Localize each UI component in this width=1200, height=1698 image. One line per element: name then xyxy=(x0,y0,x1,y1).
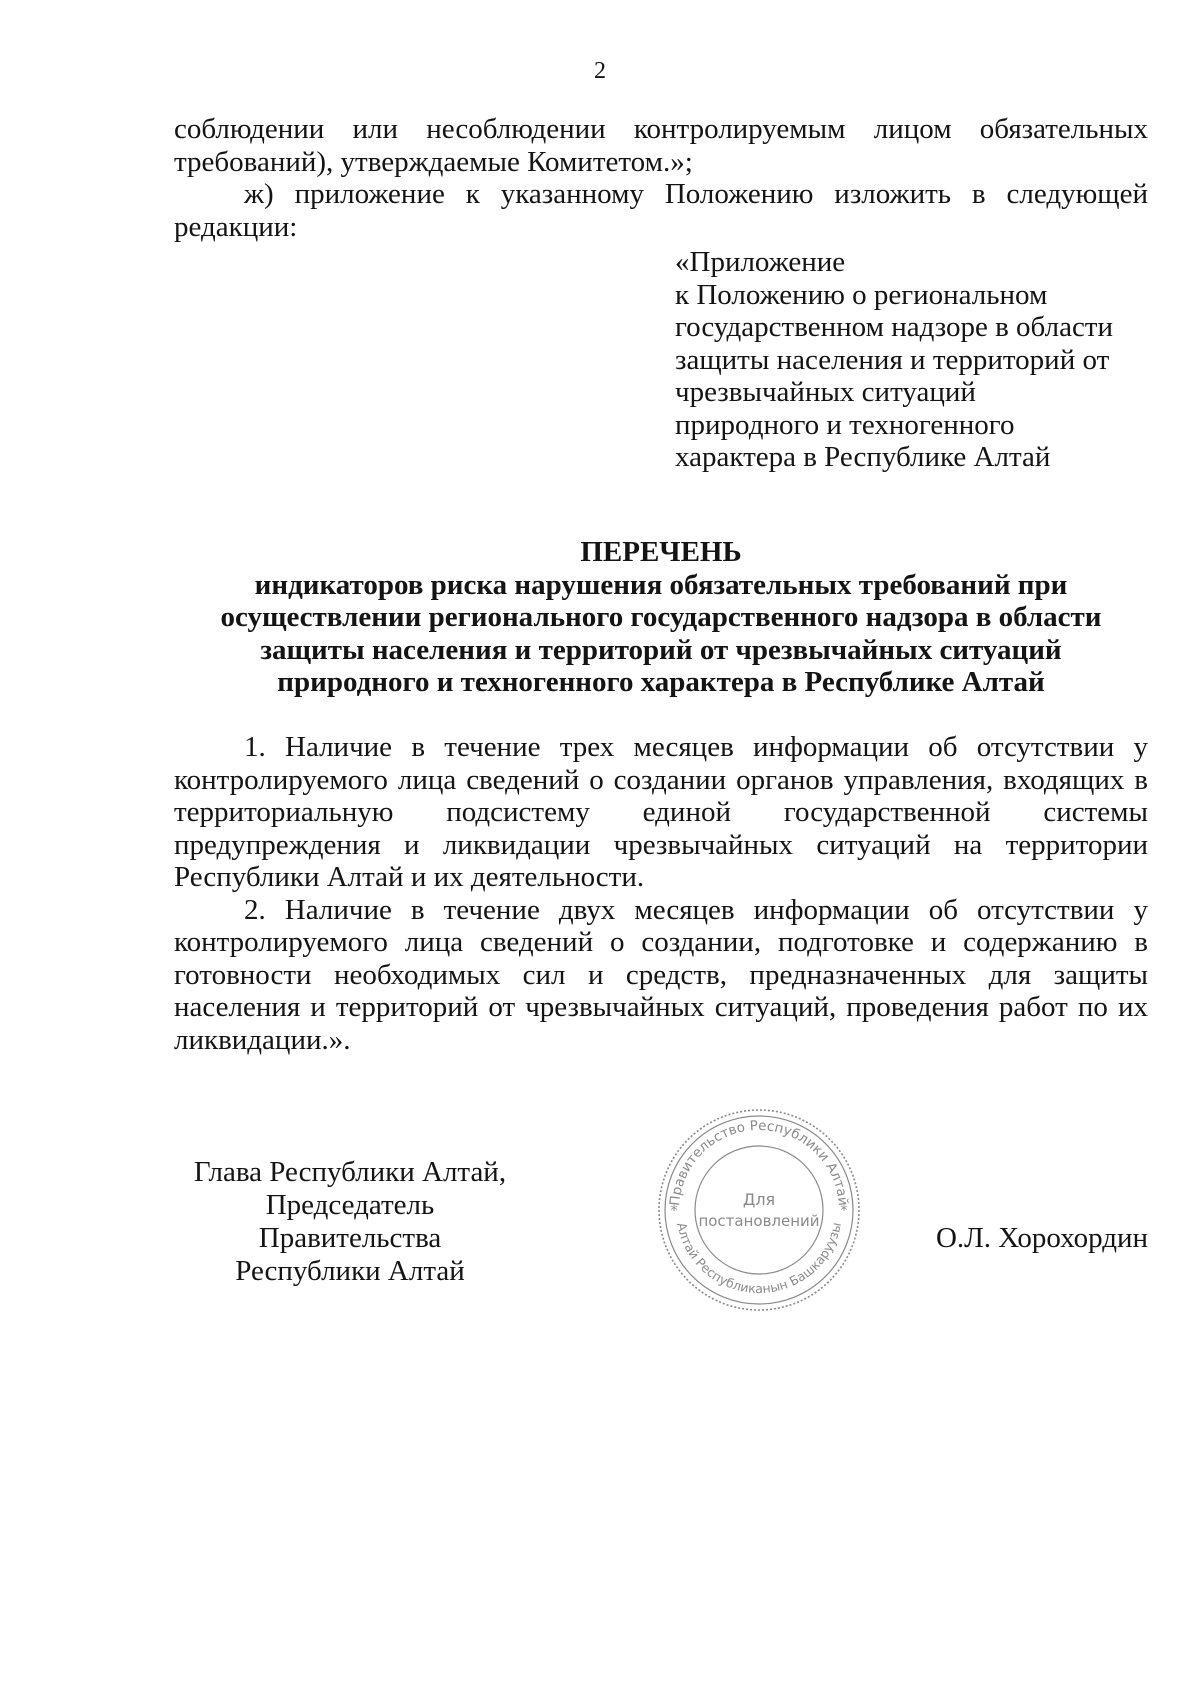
stamp-center-line-1: Для xyxy=(742,1190,776,1209)
appendix-line: «Приложение xyxy=(675,246,846,278)
indicator-item: 1. Наличие в течение трех месяцев информации об отсутствии у контролируемого лица сведений о создании органов управления, входящих в территориальную подсистему единой государственной системы предупреждения и ликвидации чрезвычайных ситуаций на территории Республики Алтай и их деятельности. xyxy=(174,731,1148,893)
signatory-position-line: Председатель Правительства xyxy=(258,1189,442,1254)
lead-paragraph-continuation: соблюдении или несоблюдении контролируемым лицом обязательных требований), утверждаемые Комитетом.»; xyxy=(174,113,1148,178)
heading-line: индикаторов риска нарушения обязательных требований при xyxy=(254,568,1068,601)
heading-title: ПЕРЕЧЕНЬ xyxy=(580,536,742,568)
lead-text xyxy=(174,113,1148,243)
stamp-star-icon: * xyxy=(670,1203,678,1219)
stamp-ring xyxy=(665,1116,853,1304)
signatory-name: О.Л. Хорохордин xyxy=(935,1222,1148,1254)
appendix-line: чрезвычайных ситуаций xyxy=(675,376,976,408)
appendix-line: государственном надзоре в области xyxy=(675,311,1114,343)
appendix-line: характера в Республике Алтай xyxy=(675,441,1051,473)
stamp-star-icon: * xyxy=(840,1203,848,1219)
stamp-center-line-2: постановлений xyxy=(698,1212,820,1230)
heading-line: осуществлении регионального государственного надзора в области xyxy=(220,601,1102,633)
appendix-header xyxy=(675,246,1113,474)
page-number: 2 xyxy=(594,58,606,84)
lead-paragraph-amendment: ж) приложение к указанному Положению изложить в следующей редакции: xyxy=(174,178,1148,243)
heading-line: природного и техногенного характера в Республике Алтай xyxy=(277,666,1045,698)
stamp-ring-bottom-text: Алтай Республиканын Башкаруузы xyxy=(674,1220,844,1297)
stamp-ring-top-text: Правительство Республики Алтай xyxy=(667,1117,851,1207)
stamp-inner-ring xyxy=(695,1146,823,1274)
appendix-line: защиты населения и территорий от xyxy=(675,343,1110,376)
signatory-position xyxy=(174,1156,526,1288)
document-heading xyxy=(174,536,1148,699)
signatory-position-line: Республики Алтай xyxy=(235,1255,465,1287)
stamp-outer-ring xyxy=(659,1110,859,1310)
appendix-line: к Положению о региональном xyxy=(675,278,1048,311)
indicator-item: 2. Наличие в течение двух месяцев информации об отсутствии у контролируемого лица сведений о создании, подготовке и содержанию в готовности необходимых сил и средств, предназначенных для защиты населения и территорий от чрезвычайных ситуаций, проведения работ по их ликвидации.». xyxy=(174,893,1148,1056)
heading-line: защиты населения и территорий от чрезвычайных ситуаций xyxy=(260,633,1062,666)
signatory-position-line: Глава Республики Алтай, xyxy=(193,1156,507,1188)
official-stamp xyxy=(654,1105,864,1315)
indicator-list xyxy=(174,731,1148,1056)
appendix-line: природного и техногенного xyxy=(675,408,1015,441)
